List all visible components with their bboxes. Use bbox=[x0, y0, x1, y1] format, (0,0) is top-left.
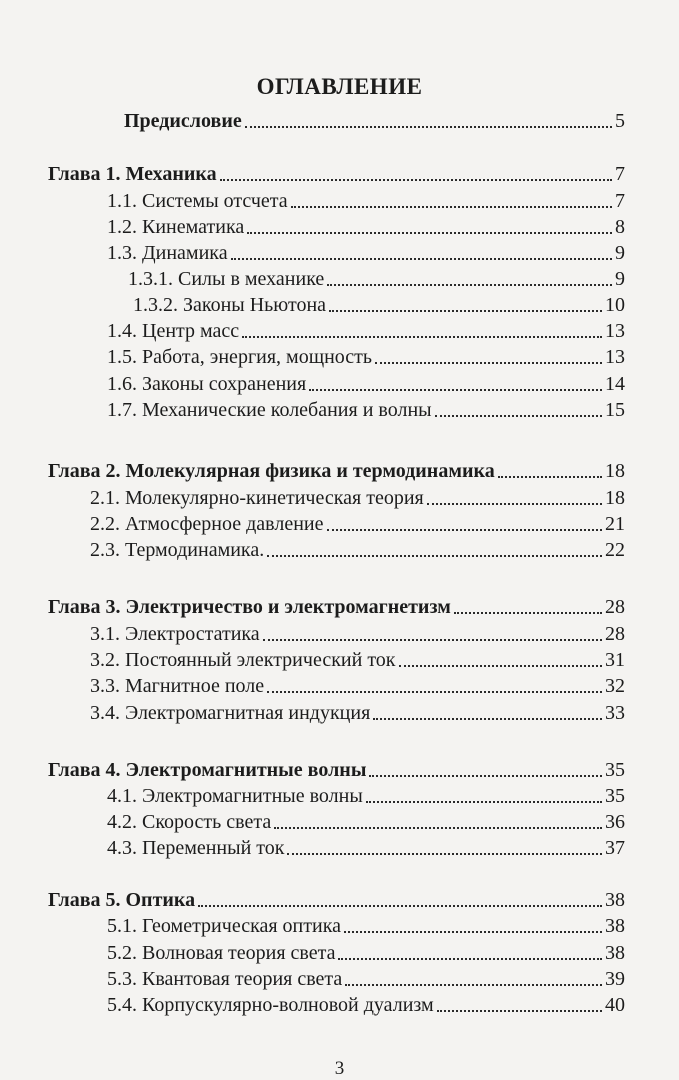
toc-section-3-1[interactable] bbox=[90, 621, 625, 647]
dot-leader bbox=[274, 826, 602, 829]
toc-section-label: 1.5. Работа, энергия, мощность bbox=[107, 346, 373, 368]
toc-section-label: 3.3. Магнитное поле bbox=[90, 675, 265, 697]
toc-section-4-3[interactable] bbox=[107, 835, 625, 861]
toc-section-1-3[interactable] bbox=[107, 240, 625, 266]
toc-section-label: 5.3. Квантовая теория света bbox=[107, 968, 343, 990]
dot-leader bbox=[263, 638, 602, 641]
dot-leader bbox=[309, 388, 602, 391]
page-number: 3 bbox=[334, 1058, 345, 1079]
dot-leader bbox=[399, 664, 602, 667]
toc-entry-page: 14 bbox=[605, 373, 625, 395]
toc-entry-page: 38 bbox=[605, 942, 625, 964]
toc-section-label: 5.2. Волновая теория света bbox=[107, 942, 336, 964]
toc-section-4-1[interactable] bbox=[107, 783, 625, 809]
dot-leader bbox=[267, 554, 602, 557]
toc-section-label: 3.1. Электростатика bbox=[90, 623, 260, 645]
dot-leader bbox=[375, 361, 602, 364]
toc-entry-page: 31 bbox=[605, 649, 625, 671]
dot-leader bbox=[231, 257, 612, 260]
toc-entry-page: 32 bbox=[605, 675, 625, 697]
toc-chapter-5[interactable] bbox=[48, 887, 625, 913]
toc-entry-page: 13 bbox=[605, 320, 625, 342]
dot-leader bbox=[344, 930, 602, 933]
dot-leader bbox=[291, 205, 612, 208]
toc-section-label: 1.3. Динамика bbox=[107, 242, 228, 264]
toc-section-2-3[interactable] bbox=[90, 537, 625, 563]
toc-chapter-label: Глава 4. Электромагнитные волны bbox=[48, 759, 367, 781]
toc-section-1-6[interactable] bbox=[107, 371, 625, 397]
dot-leader bbox=[498, 475, 602, 478]
toc-section-label: 5.1. Геометрическая оптика bbox=[107, 915, 341, 937]
toc-section-label: 2.3. Термодинамика. bbox=[90, 539, 265, 561]
toc-chapter-label: Глава 2. Молекулярная физика и термодинамика bbox=[48, 460, 495, 482]
toc-section-label: 1.2. Кинематика bbox=[107, 216, 245, 238]
toc-section-label: 1.3.2. Законы Ньютона bbox=[133, 294, 327, 316]
dot-leader bbox=[327, 283, 612, 286]
toc-entry-page: 5 bbox=[615, 110, 625, 132]
toc-entry-page: 33 bbox=[605, 702, 625, 724]
dot-leader bbox=[338, 957, 602, 960]
toc-section-3-3[interactable] bbox=[90, 673, 625, 699]
toc-entry-page: 40 bbox=[605, 994, 625, 1016]
toc-chapter-label: Глава 1. Механика bbox=[48, 163, 217, 185]
toc-chapter-2[interactable] bbox=[48, 458, 625, 484]
toc-section-label: 1.3.1. Силы в механике bbox=[128, 268, 325, 290]
dot-leader bbox=[245, 125, 612, 128]
toc-section-1-1[interactable] bbox=[107, 188, 625, 214]
toc-entry-page: 28 bbox=[605, 596, 625, 618]
dot-leader bbox=[247, 231, 612, 234]
dot-leader bbox=[329, 309, 602, 312]
toc-entry-page: 9 bbox=[615, 242, 625, 264]
toc-entry-page: 35 bbox=[605, 759, 625, 781]
toc-section-5-3[interactable] bbox=[107, 966, 625, 992]
dot-leader bbox=[287, 852, 602, 855]
toc-chapter-1[interactable] bbox=[48, 161, 625, 187]
dot-leader bbox=[345, 983, 602, 986]
toc-section-label: 2.1. Молекулярно-кинетическая теория bbox=[90, 487, 424, 509]
toc-entry-page: 35 bbox=[605, 785, 625, 807]
toc-section-3-2[interactable] bbox=[90, 647, 625, 673]
dot-leader bbox=[327, 528, 603, 531]
toc-entry-page: 38 bbox=[605, 889, 625, 911]
dot-leader bbox=[267, 690, 602, 693]
toc-section-label: 4.2. Скорость света bbox=[107, 811, 272, 833]
toc-section-label: 2.2. Атмосферное давление bbox=[90, 513, 324, 535]
toc-entry-page: 36 bbox=[605, 811, 625, 833]
toc-section-label: 3.4. Электромагнитная индукция bbox=[90, 702, 371, 724]
toc-entry-page: 7 bbox=[615, 163, 625, 185]
toc-entry-page: 9 bbox=[615, 268, 625, 290]
dot-leader bbox=[220, 178, 612, 181]
toc-entry-page: 8 bbox=[615, 216, 625, 238]
toc-section-label: 4.1. Электромагнитные волны bbox=[107, 785, 363, 807]
toc-section-2-1[interactable] bbox=[90, 485, 625, 511]
toc-section-4-2[interactable] bbox=[107, 809, 625, 835]
toc-entry-preface[interactable] bbox=[124, 108, 625, 134]
toc-section-5-4[interactable] bbox=[107, 992, 625, 1018]
toc-section-3-4[interactable] bbox=[90, 700, 625, 726]
toc-section-label: 1.1. Системы отсчета bbox=[107, 190, 288, 212]
toc-subsection-1-3-2[interactable] bbox=[133, 292, 625, 318]
toc-section-1-7[interactable] bbox=[107, 397, 625, 423]
toc-section-label: 1.7. Механические колебания и волны bbox=[107, 399, 432, 421]
dot-leader bbox=[198, 904, 602, 907]
toc-entry-page: 39 bbox=[605, 968, 625, 990]
toc-section-label: 1.6. Законы сохранения bbox=[107, 373, 307, 395]
toc-entry-page: 13 bbox=[605, 346, 625, 368]
toc-section-1-5[interactable] bbox=[107, 344, 625, 370]
toc-entry-page: 18 bbox=[605, 487, 625, 509]
toc-section-5-2[interactable] bbox=[107, 940, 625, 966]
toc-section-2-2[interactable] bbox=[90, 511, 625, 537]
toc-section-1-2[interactable] bbox=[107, 214, 625, 240]
toc-chapter-label: Глава 5. Оптика bbox=[48, 889, 196, 911]
dot-leader bbox=[454, 611, 602, 614]
dot-leader bbox=[242, 335, 602, 338]
toc-section-label: 4.3. Переменный ток bbox=[107, 837, 285, 859]
toc-entry-page: 22 bbox=[605, 539, 625, 561]
dot-leader bbox=[437, 1009, 602, 1012]
toc-chapter-label: Глава 3. Электричество и электромагнетизм bbox=[48, 596, 451, 618]
toc-section-label: 1.4. Центр масс bbox=[107, 320, 240, 342]
toc-entry-label: Предисловие bbox=[124, 110, 242, 132]
dot-leader bbox=[435, 414, 602, 417]
toc-entry-page: 28 bbox=[605, 623, 625, 645]
toc-section-label: 3.2. Постоянный электрический ток bbox=[90, 649, 396, 671]
toc-entry-page: 10 bbox=[605, 294, 625, 316]
page-title: ОГЛАВЛЕНИЕ bbox=[256, 74, 423, 99]
dot-leader bbox=[366, 800, 602, 803]
dot-leader bbox=[427, 502, 602, 505]
toc-subsection-1-3-1[interactable] bbox=[128, 266, 625, 292]
dot-leader bbox=[373, 717, 602, 720]
toc-section-5-1[interactable] bbox=[107, 913, 625, 939]
toc-entry-page: 38 bbox=[605, 915, 625, 937]
toc-chapter-4[interactable] bbox=[48, 757, 625, 783]
toc-section-1-4[interactable] bbox=[107, 318, 625, 344]
toc-section-label: 5.4. Корпускулярно-волновой дуализм bbox=[107, 994, 434, 1016]
toc-entry-page: 7 bbox=[615, 190, 625, 212]
toc-chapter-3[interactable] bbox=[48, 594, 625, 620]
toc-entry-page: 15 bbox=[605, 399, 625, 421]
dot-leader bbox=[369, 774, 602, 777]
toc-entry-page: 21 bbox=[605, 513, 625, 535]
toc-entry-page: 37 bbox=[605, 837, 625, 859]
toc-entry-page: 18 bbox=[605, 460, 625, 482]
